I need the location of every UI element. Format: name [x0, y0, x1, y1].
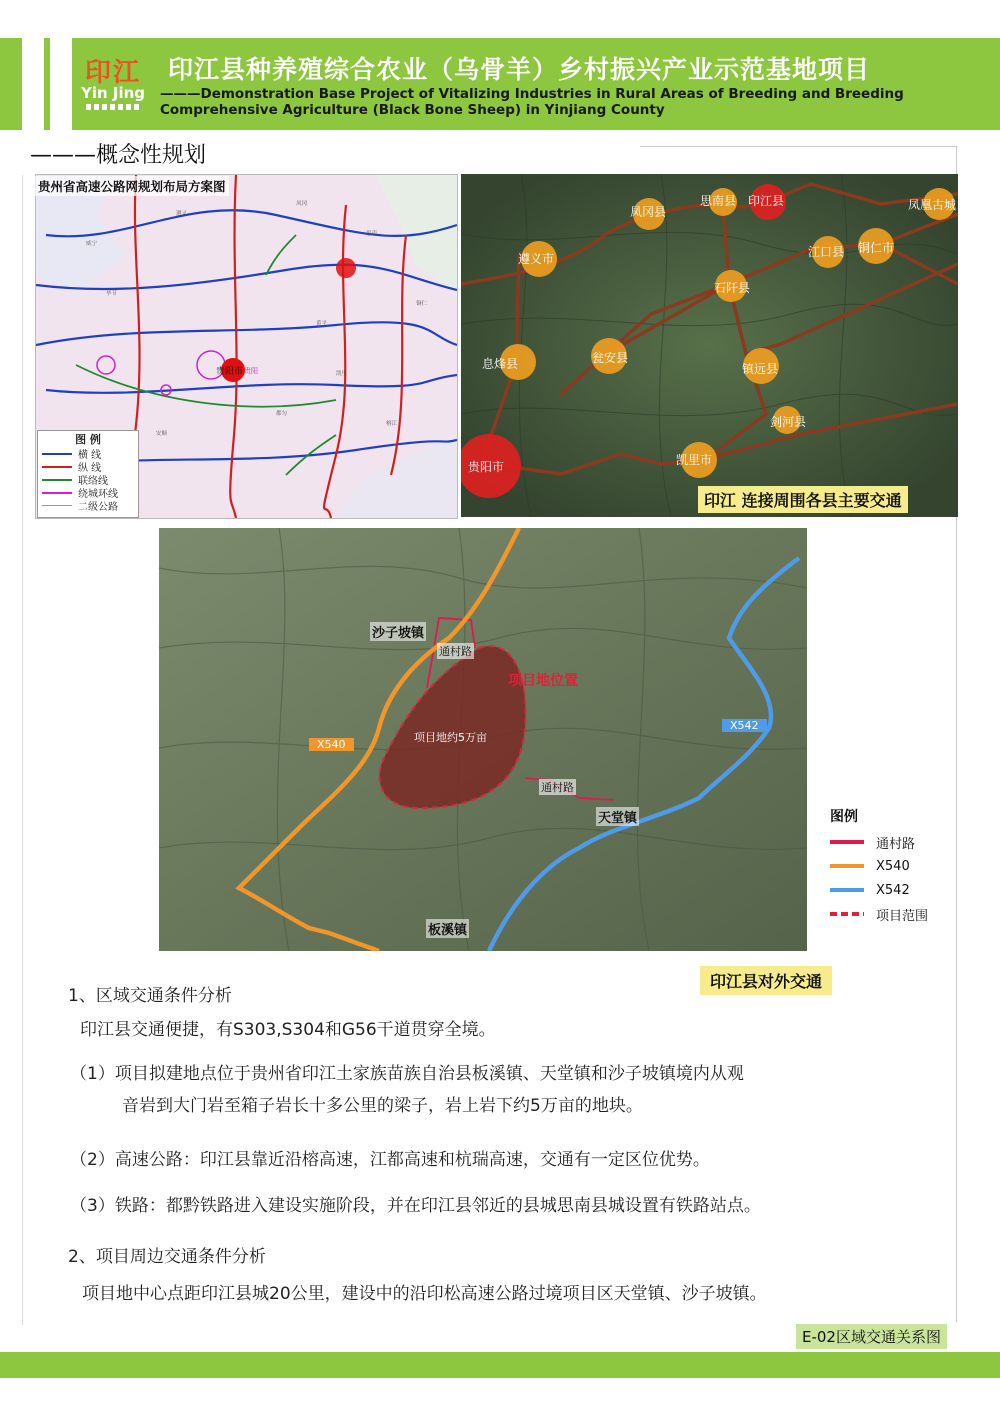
city-label: 印江县: [748, 194, 785, 208]
legend-label: 通村路: [876, 836, 916, 852]
logo-text-en: Yin Jing: [80, 84, 146, 102]
city-label: 凯里市: [676, 453, 713, 467]
legend-swatch: [42, 453, 72, 455]
legend-swatch: [830, 888, 864, 892]
legend-item: [38, 499, 138, 512]
legend-label: 联络线: [78, 476, 108, 487]
paragraph: 印江县交通便捷，有S303,S304和G56干道贯穿全境。: [80, 1020, 496, 1040]
paragraph: （1）项目拟建地点位于贵州省印江土家族苗族自治县板溪镇、天堂镇和沙子坡镇境内从观: [70, 1064, 744, 1084]
heading-surrounding-traffic: 2、项目周边交通条件分析: [68, 1247, 266, 1267]
site-map-legend: [830, 806, 928, 926]
paragraph: （3）铁路：都黔铁路进入建设实施阶段，并在印江县邻近的县城思南县城设置有铁路站点。: [70, 1196, 761, 1216]
project-location-label: 项目地位置: [508, 673, 578, 689]
project-area-label: 项目地约5万亩: [414, 731, 487, 744]
svg-text:凯里: 凯里: [336, 371, 348, 377]
legend-swatch: [42, 505, 72, 506]
city-label: 石阡县: [714, 281, 751, 295]
page-subtitle: ———Demonstration Base Project of Vitalizing Industries in Rural Areas of Breeding and Breeding Comprehensive Agriculture (Black Bone Sheep) in Yinjiang County: [160, 86, 904, 118]
footer-bar: [0, 1352, 1000, 1378]
svg-text:铜仁: 铜仁: [416, 301, 428, 307]
road-label: X540: [309, 738, 354, 751]
frame-line: [22, 175, 23, 1325]
city-label: 江口县: [808, 245, 845, 259]
road-label: 通村路: [541, 781, 574, 794]
logo-text-cn: 印江: [84, 58, 141, 88]
svg-text:凤冈: 凤冈: [296, 201, 308, 207]
legend-swatch: [42, 479, 72, 481]
city-label: 息烽县: [482, 357, 519, 371]
town-label: 板溪镇: [426, 919, 469, 938]
legend-item: [830, 830, 928, 854]
logo-dots: [86, 104, 142, 110]
svg-text:榕江: 榕江: [386, 421, 398, 427]
svg-text:遵义: 遵义: [176, 211, 188, 217]
legend-label: 纵 线: [78, 463, 102, 474]
legend-swatch: [830, 840, 864, 844]
svg-text:贵阳: 贵阳: [244, 367, 258, 375]
road-label: 通村路: [439, 645, 472, 658]
county-map-caption: 印江 连接周围各县主要交通: [698, 486, 908, 513]
legend-label: X542: [876, 882, 910, 898]
map-city-label: 贵阳市: [216, 367, 244, 377]
svg-text:思南: 思南: [366, 231, 378, 237]
page-title: 印江县种养殖综合农业（乌骨羊）乡村振兴产业示范基地项目: [168, 55, 871, 84]
svg-text:安顺: 安顺: [156, 431, 168, 437]
legend-swatch: [42, 466, 72, 468]
svg-text:都匀: 都匀: [276, 411, 288, 417]
legend-label: 横 线: [78, 450, 102, 461]
paragraph: （2）高速公路：印江县靠近沿榕高速，江都高速和杭瑞高速，交通有一定区位优势。: [70, 1150, 710, 1170]
highway-map-legend: [37, 430, 139, 518]
paragraph: 项目地中心点距印江县城20公里，建设中的沿印松高速公路过境项目区天堂镇、沙子坡镇。: [82, 1284, 767, 1304]
svg-text:威宁: 威宁: [86, 241, 98, 247]
site-map-caption: 印江县对外交通: [700, 966, 832, 995]
town-label: 天堂镇: [596, 807, 639, 826]
highway-map-title: 贵州省高速公路网规划布局方案图: [35, 176, 229, 196]
frame-line: [640, 146, 958, 147]
section-title: ———概念性规划: [30, 143, 207, 168]
legend-swatch: [830, 864, 864, 868]
city-label: 贵阳市: [468, 460, 505, 474]
legend-label: 绕城环线: [78, 489, 118, 500]
town-label: 沙子坡镇: [370, 622, 426, 641]
legend-heading: 图 例: [75, 433, 101, 446]
paragraph: 音岩到大门岩至箱子岩长十多公里的梁子，岩上岩下约5万亩的地块。: [122, 1096, 643, 1116]
legend-swatch: [830, 912, 864, 916]
legend-swatch: [42, 492, 72, 494]
city-label: 遵义市: [518, 252, 555, 266]
city-label: 镇远县: [742, 362, 779, 376]
city-label: 铜仁市: [858, 241, 895, 255]
svg-text:毕节: 毕节: [106, 291, 118, 297]
legend-item: [830, 902, 928, 926]
header-stripe: [22, 38, 44, 130]
legend-label: 项目范围: [876, 908, 929, 924]
city-label: 凤冈县: [630, 205, 667, 219]
city-label: 思南县: [700, 194, 737, 208]
heading-regional-traffic: 1、区域交通条件分析: [68, 986, 232, 1006]
legend-item: [830, 854, 928, 878]
city-label: 剑河县: [770, 415, 807, 429]
legend-heading: 图例: [830, 809, 858, 825]
city-label: 凤凰古城: [908, 198, 957, 212]
legend-label: 二级公路: [78, 502, 118, 513]
svg-text:黄平: 黄平: [316, 321, 328, 327]
header-stripe: [50, 38, 72, 130]
road-label: X542: [722, 719, 767, 732]
legend-label: X540: [876, 858, 910, 874]
city-label: 瓮安县: [592, 351, 629, 365]
figure-label: E-02区域交通关系图: [796, 1324, 947, 1349]
legend-item: [830, 878, 928, 902]
